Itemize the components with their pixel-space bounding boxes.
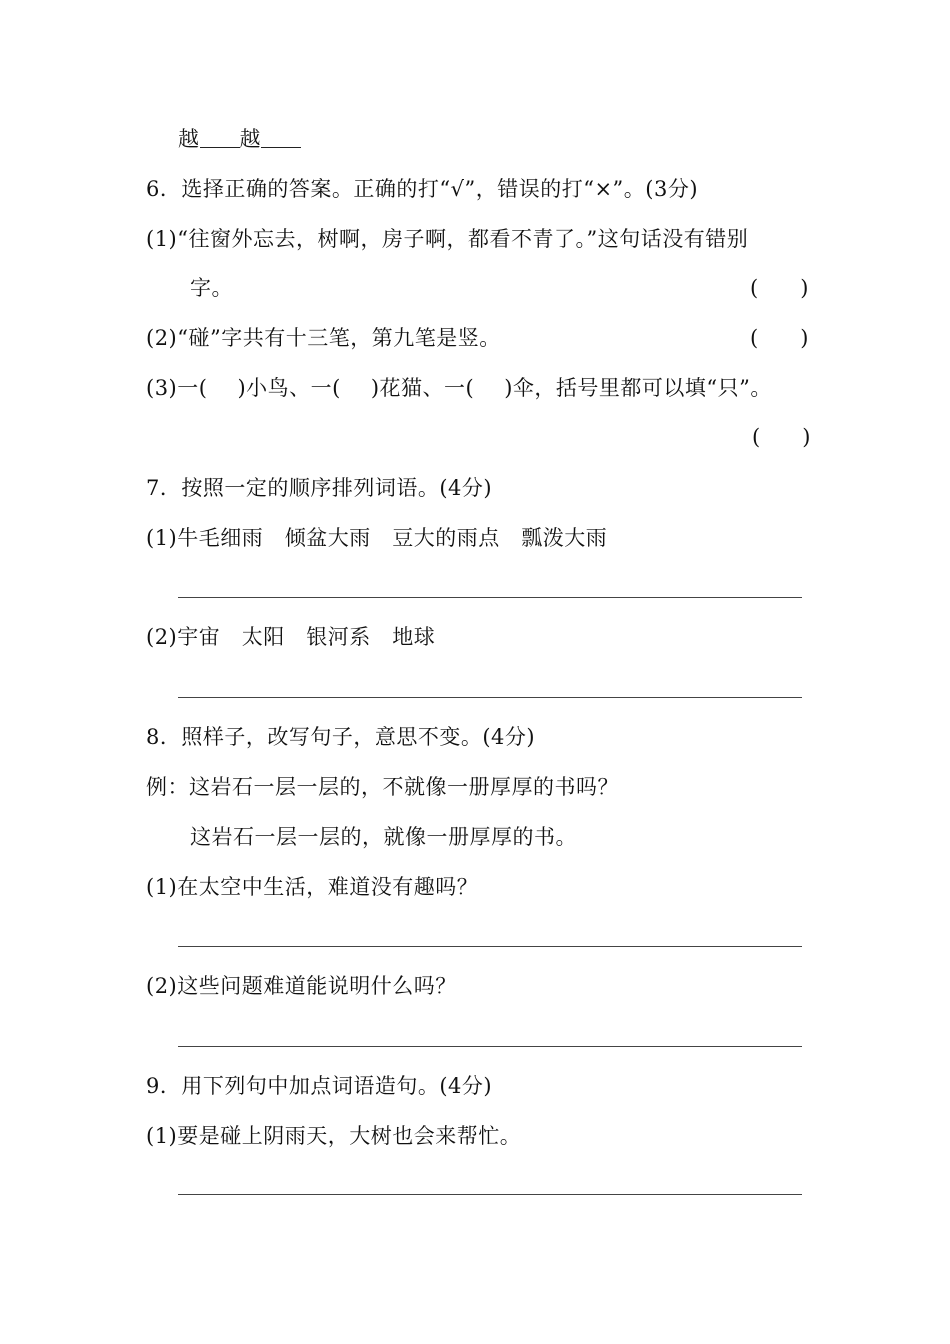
q5-word-b: 越 (239, 127, 261, 151)
q6-item1-answer-paren[interactable]: ( ) (750, 276, 809, 300)
q7-item1: (1)牛毛细雨 倾盆大雨 豆大的雨点 瓢泼大雨 (146, 526, 608, 550)
q5-blank-1[interactable] (200, 127, 240, 148)
q9-title: 9．用下列句中加点词语造句。(4分) (146, 1074, 493, 1098)
q6-item1-line1: (1)“往窗外忘去，树啊，房子啊，都看不青了。”这句话没有错别 (146, 227, 749, 251)
q8-item1: (1)在太空中生活，难道没有趣吗？ (146, 875, 479, 899)
q8-item1-answer-line[interactable] (178, 946, 802, 947)
q6-item3-part3: )花猫、一( (370, 376, 475, 400)
q9-item1-answer-line[interactable] (178, 1194, 802, 1195)
q8-item2-answer-line[interactable] (178, 1046, 802, 1047)
q6-item1-line2: 字。 (190, 276, 233, 300)
q9-item1: (1)要是碰上阴雨天，大树也会来帮忙。 (146, 1124, 522, 1148)
q8-item2: (2)这些问题难道能说明什么吗？ (146, 974, 457, 998)
q6-item3-part1: (3)一( (146, 376, 208, 400)
q5-fill-line (178, 124, 301, 154)
q5-blank-2[interactable] (261, 127, 301, 148)
q8-example-question: 例：这岩石一层一层的，不就像一册厚厚的书吗？ (146, 775, 619, 799)
q7-item2: (2)宇宙 太阳 银河系 地球 (146, 625, 436, 649)
q5-word-a: 越 (178, 127, 200, 151)
q7-title: 7．按照一定的顺序排列词语。(4分) (146, 476, 493, 500)
q6-item3-answer-paren[interactable]: ( ) (752, 425, 811, 449)
q6-title: 6．选择正确的答案。正确的打“√”，错误的打“×”。(3分) (146, 177, 699, 201)
q6-item3-part2: )小鸟、一( (237, 376, 341, 400)
q8-example-answer: 这岩石一层一层的，就像一册厚厚的书。 (190, 825, 577, 849)
q6-item3-part4: )伞，括号里都可以填“只”。 (504, 376, 772, 400)
q6-item3 (146, 373, 772, 403)
q8-title: 8．照样子，改写句子，意思不变。(4分) (146, 725, 536, 749)
q7-item2-answer-line[interactable] (178, 697, 802, 698)
q7-item1-answer-line[interactable] (178, 597, 802, 598)
q6-item2: (2)“碰”字共有十三笔，第九笔是竖。 (146, 326, 501, 350)
q6-item2-answer-paren[interactable]: ( ) (750, 326, 809, 350)
